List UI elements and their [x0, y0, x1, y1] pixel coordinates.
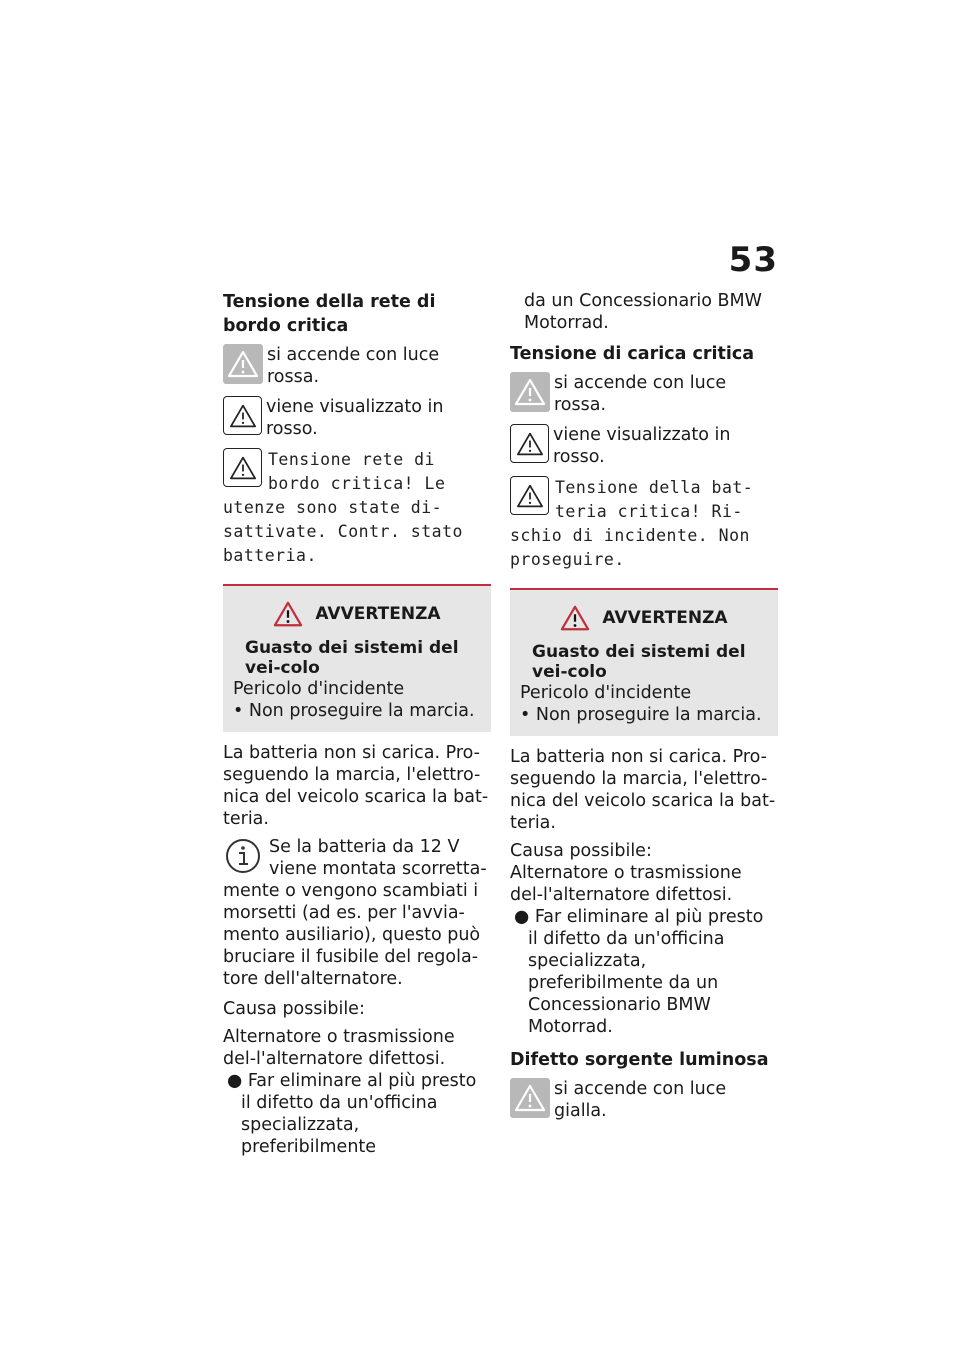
lamp-text: si accende con luce rossa.: [267, 345, 440, 387]
continuation-text: da un Concessionario BMW Motorrad.: [524, 291, 762, 333]
warning-subtitle: Pericolo d'incidente: [233, 679, 405, 699]
hazard-icon: [273, 600, 303, 628]
display-text: viene visualizzato in rosso.: [553, 425, 731, 467]
warning-label: AVVERTENZA: [602, 608, 728, 628]
warning-header: [233, 600, 481, 628]
message-block: [223, 448, 491, 568]
lamp-text: si accende con luce rossa.: [554, 373, 727, 415]
cause-label: Causa possibile:: [223, 999, 365, 1019]
display-warning-icon: [510, 476, 549, 515]
info-icon: [223, 836, 263, 876]
warning-title: Guasto dei sistemi del vei-colo: [532, 642, 746, 682]
display-message: Tensione rete di bordo critica! Le utenze sono state di-sattivate. Contr. stato batteria.: [223, 450, 463, 565]
cause-text: Alternatore o trasmissione del-l'alternatore difettosi.: [510, 863, 742, 905]
left-column: [223, 290, 491, 1158]
display-row: [223, 396, 491, 440]
paragraph: La batteria non si carica. Pro-seguendo la marcia, l'elettro-nica del veicolo scarica la bat-teria.: [223, 743, 489, 829]
action-text: Far eliminare al più presto il difetto da un'officina specializzata, preferibilmente: [241, 1071, 477, 1157]
warning-bullet: • Non proseguire la marcia.: [233, 701, 475, 721]
warning-label: AVVERTENZA: [315, 604, 441, 624]
warning-subtitle: Pericolo d'incidente: [520, 683, 692, 703]
lamp-text: si accende con luce gialla.: [554, 1079, 727, 1121]
cause-text: Alternatore o trasmissione del-l'alternatore difettosi.: [223, 1027, 455, 1069]
lamp-row: [510, 372, 778, 416]
info-block: [223, 836, 491, 990]
section-heading: Difetto sorgente luminosa: [510, 1050, 769, 1070]
warning-box: [510, 588, 778, 736]
message-block: [510, 476, 778, 572]
warning-lamp-icon: [510, 1078, 550, 1118]
info-text: Se la batteria da 12 V viene montata scorretta-mente o vengono scambiati i morsetti (ad es. per l'avvia-mento ausiliario), questo può bruciare il fusibile del regola-tore dell'alternatore.: [223, 837, 487, 989]
lamp-row: [510, 1078, 778, 1122]
section-heading: Tensione di carica critica: [510, 344, 755, 364]
action-text: Far eliminare al più presto il difetto da un'officina specializzata, preferibilmente da un Concessionario BMW Motorrad.: [528, 907, 764, 1037]
warning-header: [520, 604, 768, 632]
warning-title: Guasto dei sistemi del vei-colo: [245, 638, 459, 678]
warning-lamp-icon: [510, 372, 550, 412]
display-warning-icon: [510, 424, 549, 463]
action-item: ● Far eliminare al più presto il difetto da un'officina specializzata, preferibilmente: [227, 1071, 477, 1157]
paragraph: La batteria non si carica. Pro-seguendo la marcia, l'elettro-nica del veicolo scarica la bat-teria.: [510, 747, 776, 833]
section-heading: Tensione della rete di bordo critica: [223, 292, 436, 336]
display-warning-icon: [223, 396, 262, 435]
warning-lamp-icon: [223, 344, 263, 384]
warning-bullet: • Non proseguire la marcia.: [520, 705, 762, 725]
warning-box: [223, 584, 491, 732]
hazard-icon: [560, 604, 590, 632]
right-column: [510, 290, 778, 1130]
display-text: viene visualizzato in rosso.: [266, 397, 444, 439]
lamp-row: [223, 344, 491, 388]
cause-label: Causa possibile:: [510, 841, 652, 861]
display-message: Tensione della bat-teria critica! Ri-schio di incidente. Non proseguire.: [510, 478, 754, 569]
display-warning-icon: [223, 448, 262, 487]
page-number: 53: [728, 240, 778, 280]
action-item: ● Far eliminare al più presto il difetto da un'officina specializzata, preferibilmente da un Concessionario BMW Motorrad.: [514, 907, 764, 1037]
display-row: [510, 424, 778, 468]
